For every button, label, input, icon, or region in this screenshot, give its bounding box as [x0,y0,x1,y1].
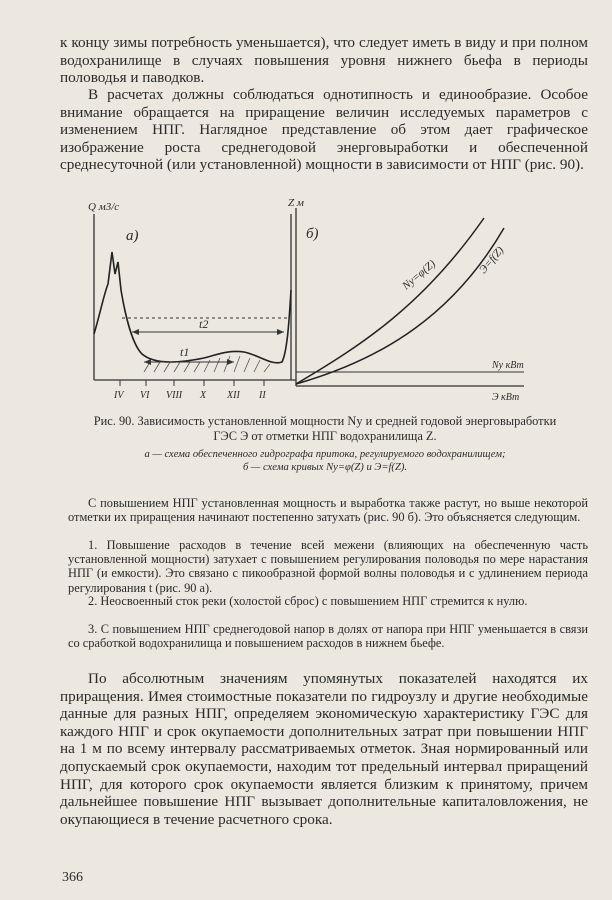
curve-ny [296,218,484,384]
paragraph-bottom: По абсолютным значениям упомянутых показателей находятся их приращения. Имея стоимостные показатели по гидроузлу и другие необходимые данные для разных НПГ, определяем экономическую характеристику ГЭС для каждого НПГ и срок окупаемости дополнительных затрат при повышении НПГ на 1 м по всему интервалу рассматриваемых отметок. Зная нормированный или допускаемый срок окупаемости, находим тот предельный интервал приращений НПГ, для которого срок окупаемости является близким к принятому, причем дальнейшее повышение НПГ вызывает дополнительные капиталовложения, не окупающиеся в течение расчетного срока. [60,670,588,828]
figure-caption: Рис. 90. Зависимость установленной мощности Nу и средней годовой энерговыработки ГЭС Э от отметки НПГ водохранилища Z. [93,414,557,443]
x-label-ny: Nу кВт [492,360,524,371]
caption-sub-b: б — схема кривых Nу=φ(Z) и Э=f(Z). [242,462,408,473]
curve-e [296,228,507,384]
curve-e-label: Э=f(Z) [477,244,507,276]
panel-a-label: а) [126,228,139,244]
x-tick-iv: IV [114,390,124,401]
x-tick-xii: XII [227,390,240,401]
x-tick-ii: II [259,390,266,401]
x-label-e: Э кВт [492,392,520,403]
panel-b-label: б) [306,226,319,242]
figure-90 [84,194,554,409]
panel-b [288,197,524,403]
small-paragraph-3: 2. Неосвоенный сток реки (холостой сброс) с повышением НПГ стремится к нулю. [88,594,528,608]
x-tick-viii: VIII [166,390,183,401]
t2-label: t2 [199,317,209,331]
paragraph-1: к концу зимы потребность уменьшается), что следует иметь в виду и при полном водохранилище в случаях повышения уровня нижнего бьефа в периоды половодья и паводков. [60,34,588,87]
x-tick-x: X [200,390,207,401]
hatching [144,356,270,372]
paragraph-2: В расчетах должны соблюдаться однотипность и единообразие. Особое внимание обращается на приращение величин исследуемых параметров с изменением НПГ. Наглядное представление об этом дает графическое изображение роста среднегодовой энерговыработки и обеспеченной среднесуточной (или установленной) мощности в зависимости от НПГ (рис. 90). [60,86,588,174]
curve-ny-label: Nу=φ(Z) [400,257,438,293]
small-paragraph-4: 3. С повышением НПГ среднегодовой напор в долях от напора при НПГ уменьшается в связи со сработкой водохранилища и повышением расходов в нижнем бьефе. [68,622,588,651]
x-tick-vi: VI [140,390,150,401]
panel-a [88,201,296,401]
right-y-label: Z м [288,197,304,209]
small-paragraph-1: С повышением НПГ установленная мощность и выработка также растут, но выше некоторой отметки их приращения начинают постепенно затухать (рис. 90 б). Это объясняется следующим. [68,496,588,525]
hydrograph-curve [94,252,291,363]
page-number: 366 [62,870,83,885]
small-paragraph-2: 1. Повышение расходов в течение всей межени (влияющих на обеспеченную часть установленной мощности) затухает с повышением регулирования половодья по мере нарастания НПГ (и емкости). Это связано с пикообразной формой волны половодья и с удлинением периода регулирования t (рис. 90 а). [68,538,588,595]
t1-label: t1 [180,345,190,359]
left-y-label: Q м3/с [88,201,120,213]
caption-sub-a: а — схема обеспеченного гидрографа притока, регулируемого водохранилищем; [144,449,506,460]
